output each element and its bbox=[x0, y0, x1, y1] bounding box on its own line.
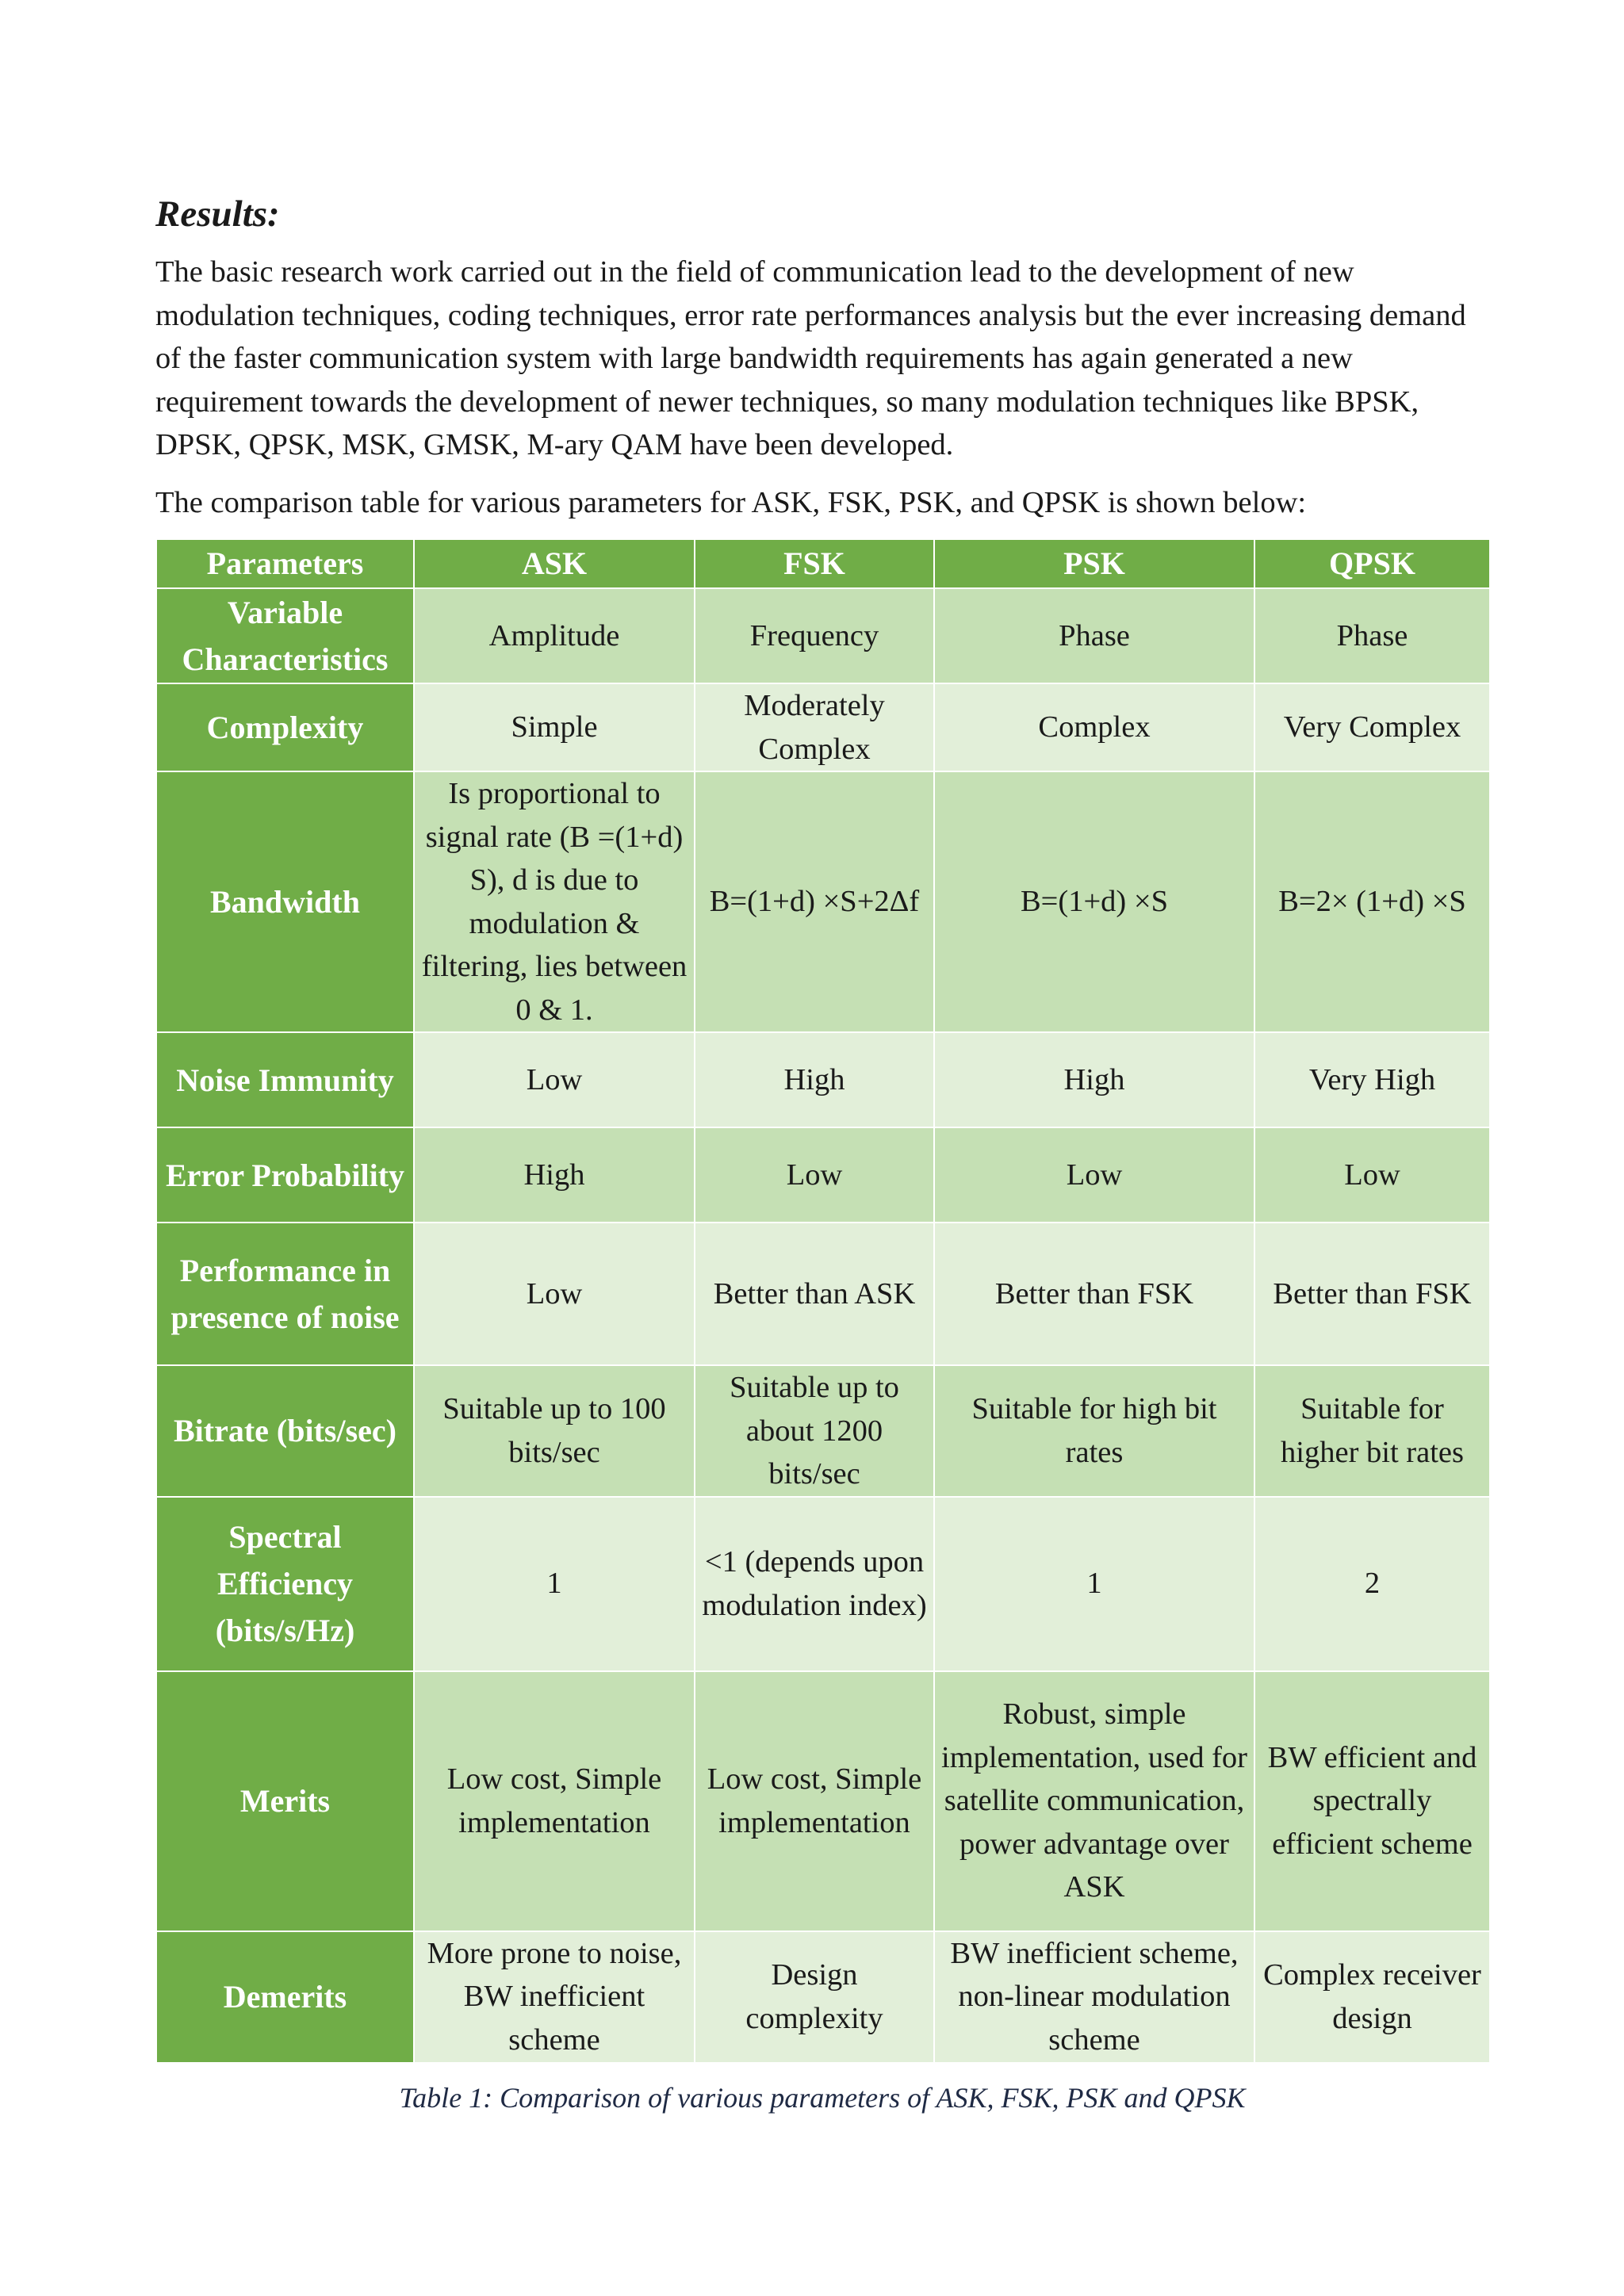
row-label: Merits bbox=[156, 1671, 414, 1931]
cell-ask: More prone to noise, BW inefficient scheme bbox=[414, 1931, 695, 2063]
cell-fsk: High bbox=[695, 1032, 934, 1127]
cell-ask: Low bbox=[414, 1223, 695, 1365]
header-fsk: FSK bbox=[695, 539, 934, 588]
table-row bbox=[156, 1127, 1490, 1223]
table-caption: Table 1: Comparison of various parameters of ASK, FSK, PSK and QPSK bbox=[399, 2081, 1246, 2114]
row-label: Demerits bbox=[156, 1931, 414, 2063]
row-label: Bitrate (bits/sec) bbox=[156, 1365, 414, 1497]
header-qpsk: QPSK bbox=[1254, 539, 1490, 588]
table-row bbox=[156, 683, 1490, 771]
cell-fsk: Suitable up to about 1200 bits/sec bbox=[695, 1365, 934, 1497]
table-row bbox=[156, 1032, 1490, 1127]
cell-ask: Amplitude bbox=[414, 588, 695, 683]
cell-fsk: Frequency bbox=[695, 588, 934, 683]
table-row bbox=[156, 1223, 1490, 1365]
table-header-row bbox=[156, 539, 1490, 588]
cell-qpsk: Phase bbox=[1254, 588, 1490, 683]
cell-fsk: Low bbox=[695, 1127, 934, 1223]
row-label: Complexity bbox=[156, 683, 414, 771]
cell-qpsk: Better than FSK bbox=[1254, 1223, 1490, 1365]
cell-fsk: <1 (depends upon modulation index) bbox=[695, 1497, 934, 1671]
cell-qpsk: 2 bbox=[1254, 1497, 1490, 1671]
row-label: Error Probability bbox=[156, 1127, 414, 1223]
cell-qpsk: Very High bbox=[1254, 1032, 1490, 1127]
cell-psk: BW inefficient scheme, non-linear modulation scheme bbox=[934, 1931, 1254, 2063]
cell-fsk: Low cost, Simple implementation bbox=[695, 1671, 934, 1931]
row-label: Noise Immunity bbox=[156, 1032, 414, 1127]
cell-psk: Robust, simple implementation, used for satellite communication, power advantage over ASK bbox=[934, 1671, 1254, 1931]
row-label: Spectral Efficiency (bits/s/Hz) bbox=[156, 1497, 414, 1671]
header-parameters: Parameters bbox=[156, 539, 414, 588]
comparison-table bbox=[155, 538, 1491, 2064]
row-label: Bandwidth bbox=[156, 771, 414, 1032]
row-label: Variable Characteristics bbox=[156, 588, 414, 683]
table-row bbox=[156, 1931, 1490, 2063]
cell-ask: 1 bbox=[414, 1497, 695, 1671]
cell-psk: B=(1+d) ×S bbox=[934, 771, 1254, 1032]
section-heading: Results: bbox=[155, 193, 280, 235]
cell-qpsk: Suitable for higher bit rates bbox=[1254, 1365, 1490, 1497]
cell-ask: Low bbox=[414, 1032, 695, 1127]
intro-paragraph: The basic research work carried out in the field of communication lead to the development of new modulation techniques, coding techniques, error rate performances analysis but the ever increasing demand of the faster communication system with large bandwidth requirements has again generated a new requirement towards the development of newer techniques, so many modulation techniques like BPSK, DPSK, QPSK, MSK, GMSK, M-ary QAM have been developed. bbox=[155, 255, 1466, 461]
table-row bbox=[156, 588, 1490, 683]
cell-fsk: Design complexity bbox=[695, 1931, 934, 2063]
row-label: Performance in presence of noise bbox=[156, 1223, 414, 1365]
document-page bbox=[155, 190, 1489, 2118]
cell-ask: Is proportional to signal rate (B =(1+d) S), d is due to modulation & filtering, lies between 0 & 1. bbox=[414, 771, 695, 1032]
cell-psk: Complex bbox=[934, 683, 1254, 771]
cell-qpsk: Very Complex bbox=[1254, 683, 1490, 771]
cell-ask: Low cost, Simple implementation bbox=[414, 1671, 695, 1931]
cell-ask: High bbox=[414, 1127, 695, 1223]
cell-fsk: Moderately Complex bbox=[695, 683, 934, 771]
cell-qpsk: Low bbox=[1254, 1127, 1490, 1223]
cell-psk: Better than FSK bbox=[934, 1223, 1254, 1365]
cell-ask: Simple bbox=[414, 683, 695, 771]
table-row bbox=[156, 771, 1490, 1032]
cell-psk: Phase bbox=[934, 588, 1254, 683]
cell-fsk: Better than ASK bbox=[695, 1223, 934, 1365]
cell-qpsk: B=2× (1+d) ×S bbox=[1254, 771, 1490, 1032]
table-row bbox=[156, 1671, 1490, 1931]
cell-ask: Suitable up to 100 bits/sec bbox=[414, 1365, 695, 1497]
cell-psk: High bbox=[934, 1032, 1254, 1127]
cell-psk: 1 bbox=[934, 1497, 1254, 1671]
header-psk: PSK bbox=[934, 539, 1254, 588]
table-row bbox=[156, 1497, 1490, 1671]
cell-psk: Low bbox=[934, 1127, 1254, 1223]
cell-qpsk: BW efficient and spectrally efficient scheme bbox=[1254, 1671, 1490, 1931]
table-row bbox=[156, 1365, 1490, 1497]
cell-qpsk: Complex receiver design bbox=[1254, 1931, 1490, 2063]
table-intro-paragraph: The comparison table for various parameters for ASK, FSK, PSK, and QPSK is shown below: bbox=[155, 485, 1307, 519]
cell-psk: Suitable for high bit rates bbox=[934, 1365, 1254, 1497]
header-ask: ASK bbox=[414, 539, 695, 588]
cell-fsk: B=(1+d) ×S+2Δf bbox=[695, 771, 934, 1032]
